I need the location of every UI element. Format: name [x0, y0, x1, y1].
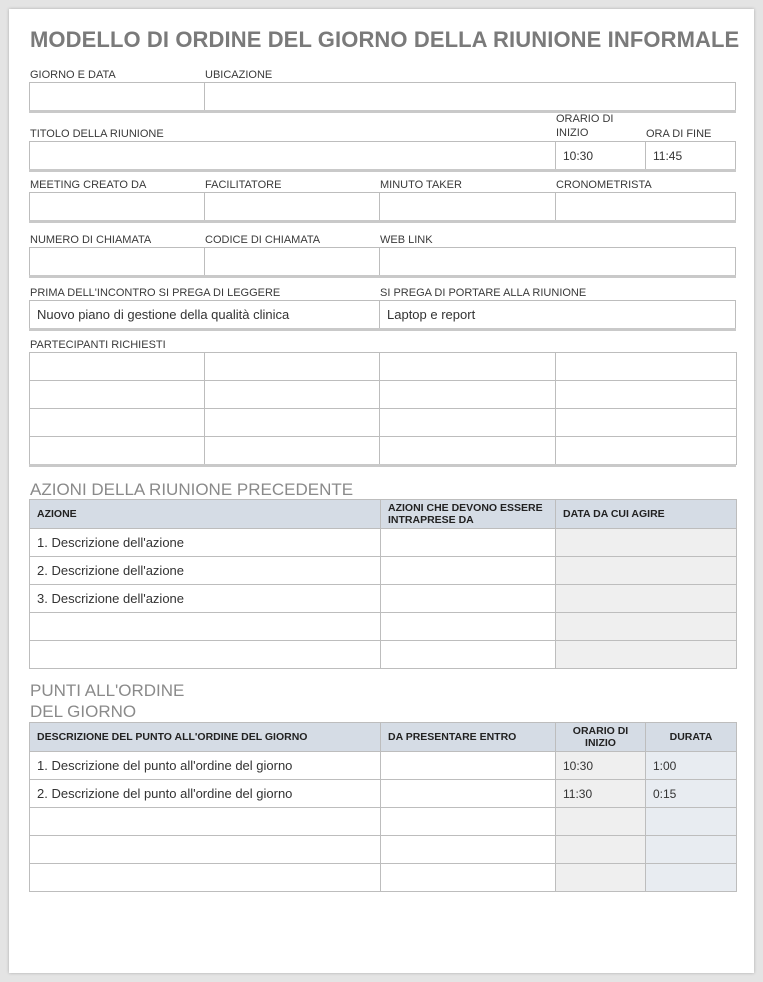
- table-row: [30, 836, 737, 864]
- table-row: [30, 864, 737, 892]
- column-header: DATA DA CUI AGIRE: [556, 500, 737, 529]
- action-cell[interactable]: 1. Descrizione dell'azione: [30, 529, 381, 557]
- participant-cell[interactable]: [380, 437, 556, 465]
- minute-taker-label: MINUTO TAKER: [380, 179, 462, 191]
- row-divider: [29, 110, 736, 113]
- participant-cell[interactable]: [30, 409, 205, 437]
- presenter-cell[interactable]: [381, 780, 556, 808]
- table-row: [30, 752, 737, 780]
- facilitator-label: FACILITATORE: [205, 179, 282, 191]
- participant-cell[interactable]: [380, 409, 556, 437]
- presenter-cell[interactable]: [381, 836, 556, 864]
- minute-taker-field[interactable]: [379, 192, 556, 221]
- agenda-item-cell[interactable]: [30, 836, 381, 864]
- action-cell[interactable]: 3. Descrizione dell'azione: [30, 585, 381, 613]
- read-before-field[interactable]: Nuovo piano di gestione della qualità clinica: [29, 300, 380, 329]
- participant-cell[interactable]: [30, 381, 205, 409]
- actions-heading: AZIONI DELLA RIUNIONE PRECEDENTE: [30, 480, 354, 499]
- table-row: [30, 641, 737, 669]
- page-title: MODELLO DI ORDINE DEL GIORNO DELLA RIUNIONE INFORMALE: [30, 27, 740, 52]
- participant-cell[interactable]: [556, 409, 737, 437]
- action-owner-cell[interactable]: [381, 641, 556, 669]
- presenter-cell[interactable]: [381, 752, 556, 780]
- start-time-cell[interactable]: 10:30: [556, 752, 646, 780]
- participant-cell[interactable]: [380, 353, 556, 381]
- timekeeper-field[interactable]: [555, 192, 736, 221]
- participants-table: [29, 352, 737, 465]
- created-by-field[interactable]: [29, 192, 205, 221]
- duration-cell[interactable]: [646, 864, 737, 892]
- date-label: GIORNO E DATA: [30, 69, 116, 81]
- column-header: ORARIO DI INIZIO: [556, 723, 646, 752]
- participant-cell[interactable]: [556, 381, 737, 409]
- column-header: DA PRESENTARE ENTRO: [381, 723, 556, 752]
- table-row: [30, 557, 737, 585]
- action-date-cell[interactable]: [556, 529, 737, 557]
- agenda-heading-line1: PUNTI ALL'ORDINE: [30, 681, 185, 700]
- location-field[interactable]: [204, 82, 736, 111]
- created-by-label: MEETING CREATO DA: [30, 179, 147, 191]
- duration-cell[interactable]: [646, 836, 737, 864]
- participant-cell[interactable]: [205, 381, 380, 409]
- presenter-cell[interactable]: [381, 864, 556, 892]
- participants-label: PARTECIPANTI RICHIESTI: [30, 339, 166, 351]
- row-divider: [29, 169, 736, 172]
- action-cell[interactable]: [30, 613, 381, 641]
- start-time-cell[interactable]: [556, 864, 646, 892]
- facilitator-field[interactable]: [204, 192, 380, 221]
- column-header: DURATA: [646, 723, 737, 752]
- column-header: AZIONE: [30, 500, 381, 529]
- meeting-title-label: TITOLO DELLA RIUNIONE: [30, 128, 164, 140]
- table-header-row: [30, 723, 737, 752]
- agenda-heading-line2: DEL GIORNO: [30, 702, 137, 721]
- table-row: [30, 613, 737, 641]
- timekeeper-label: CRONOMETRISTA: [556, 179, 652, 191]
- start-time-field[interactable]: 10:30: [555, 141, 646, 170]
- agenda-item-cell[interactable]: 1. Descrizione del punto all'ordine del giorno: [30, 752, 381, 780]
- agenda-item-cell[interactable]: 2. Descrizione del punto all'ordine del giorno: [30, 780, 381, 808]
- participant-cell[interactable]: [30, 353, 205, 381]
- agenda-table: [29, 722, 737, 892]
- action-date-cell[interactable]: [556, 557, 737, 585]
- web-link-field[interactable]: [379, 247, 736, 276]
- participant-cell[interactable]: [205, 409, 380, 437]
- participant-cell[interactable]: [556, 353, 737, 381]
- action-owner-cell[interactable]: [381, 585, 556, 613]
- row-divider: [29, 328, 736, 331]
- participant-cell[interactable]: [205, 437, 380, 465]
- end-time-field[interactable]: 11:45: [645, 141, 736, 170]
- participant-cell[interactable]: [30, 437, 205, 465]
- read-before-label: PRIMA DELL'INCONTRO SI PREGA DI LEGGERE: [30, 287, 281, 299]
- call-number-label: NUMERO DI CHIAMATA: [30, 234, 152, 246]
- table-row: [30, 409, 737, 437]
- table-row: [30, 808, 737, 836]
- start-time-cell[interactable]: [556, 836, 646, 864]
- end-time-label: ORA DI FINE: [646, 128, 712, 140]
- call-code-label: CODICE DI CHIAMATA: [205, 234, 321, 246]
- table-row: [30, 529, 737, 557]
- action-cell[interactable]: 2. Descrizione dell'azione: [30, 557, 381, 585]
- agenda-item-cell[interactable]: [30, 864, 381, 892]
- table-row: [30, 780, 737, 808]
- actions-table: [29, 499, 737, 669]
- action-date-cell[interactable]: [556, 585, 737, 613]
- row-divider: [29, 464, 736, 467]
- agenda-page: [9, 9, 754, 973]
- duration-cell[interactable]: [646, 808, 737, 836]
- row-divider: [29, 220, 736, 223]
- web-link-label: WEB LINK: [380, 234, 433, 246]
- table-row: [30, 585, 737, 613]
- start-time-label: ORARIO DI INIZIO: [556, 113, 614, 139]
- location-label: UBICAZIONE: [205, 69, 273, 81]
- table-row: [30, 353, 737, 381]
- action-date-cell[interactable]: [556, 641, 737, 669]
- action-owner-cell[interactable]: [381, 529, 556, 557]
- action-owner-cell[interactable]: [381, 613, 556, 641]
- action-owner-cell[interactable]: [381, 557, 556, 585]
- duration-cell[interactable]: 1:00: [646, 752, 737, 780]
- participant-cell[interactable]: [380, 381, 556, 409]
- duration-cell[interactable]: 0:15: [646, 780, 737, 808]
- table-header-row: [30, 500, 737, 529]
- start-time-cell[interactable]: 11:30: [556, 780, 646, 808]
- participant-cell[interactable]: [205, 353, 380, 381]
- agenda-item-cell[interactable]: [30, 808, 381, 836]
- call-number-field[interactable]: [29, 247, 205, 276]
- table-row: [30, 437, 737, 465]
- row-divider: [29, 275, 736, 278]
- start-time-cell[interactable]: [556, 808, 646, 836]
- call-code-field[interactable]: [204, 247, 380, 276]
- table-row: [30, 381, 737, 409]
- bring-field[interactable]: Laptop e report: [379, 300, 736, 329]
- date-field[interactable]: [29, 82, 205, 111]
- action-cell[interactable]: [30, 641, 381, 669]
- presenter-cell[interactable]: [381, 808, 556, 836]
- column-header: AZIONI CHE DEVONO ESSERE INTRAPRESE DA: [381, 500, 556, 529]
- participant-cell[interactable]: [556, 437, 737, 465]
- meeting-title-field[interactable]: [29, 141, 556, 170]
- column-header: DESCRIZIONE DEL PUNTO ALL'ORDINE DEL GIORNO: [30, 723, 381, 752]
- action-date-cell[interactable]: [556, 613, 737, 641]
- bring-label: SI PREGA DI PORTARE ALLA RIUNIONE: [380, 287, 587, 299]
